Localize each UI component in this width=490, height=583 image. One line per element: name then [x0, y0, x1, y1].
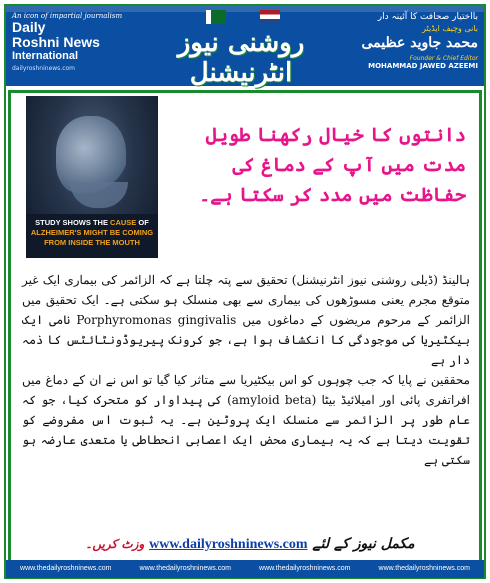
- founder-urdu: محمد جاوید عظیمی: [361, 35, 478, 51]
- logo-block: [156, 14, 326, 88]
- caption-part1: STUDY SHOWS THE: [35, 218, 111, 227]
- brand-line1: Daily: [12, 19, 46, 35]
- brand-title: [12, 20, 152, 50]
- caption-part3: MIGHT BE COMING FROM INSIDE THE MOUTH: [44, 228, 154, 247]
- editor-block: [328, 12, 478, 82]
- motto: بااختیار صحافت کا آئینہ دار: [377, 12, 478, 22]
- tagline: An icon of impartial journalism: [12, 12, 123, 20]
- brand-line2: Roshni News: [12, 34, 100, 50]
- paragraph-2: محققین نے پایا کہ جب چوہوں کو اس بیکٹیریا سے متاثر کیا گیا تو اس نے ان کے دماغ میں افراتفری پائی اور امیلائیڈ بیٹا (amyloid beta) کی پیداوار کو متحرک کیا، جو کہ عام طور پر الزائمر سے منسلک ایک پروٹین ہے۔ یہ ثبوت اس مفروضے کو تقویت دیتا ہے کہ یہ بیماری محض ایک اعصابی انحطاطی یا متعدی عارضہ ہو سکتی ہے: [22, 373, 470, 467]
- footer-link-3[interactable]: www.thedailyroshninews.com: [259, 565, 351, 572]
- image-caption: [26, 214, 158, 258]
- jaw-shape: [70, 182, 128, 208]
- call-to-action: [60, 536, 440, 553]
- footer-link-2[interactable]: www.thedailyroshninews.com: [139, 565, 231, 572]
- brand-site: dailyroshninews.com: [12, 65, 76, 72]
- founder-en: MOHAMMAD JAWED AZEEMI: [368, 62, 478, 70]
- caption-part2: OF: [136, 218, 149, 227]
- role-urdu: بانی وچیف ایڈیٹر: [422, 24, 478, 33]
- footer-link-4[interactable]: www.thedailyroshninews.com: [378, 565, 470, 572]
- caption-highlight1: CAUSE: [110, 218, 137, 227]
- cta-prefix: مکمل نیوز کے لئے: [312, 536, 415, 552]
- website-link[interactable]: www.dailyroshninews.com: [149, 537, 308, 552]
- brand-block: [12, 12, 152, 82]
- cta-suffix: وزٹ کریں۔: [85, 537, 145, 551]
- skull-xray-image: [26, 96, 158, 258]
- role-en: Founder & Chief Editor: [409, 55, 478, 62]
- caption-highlight2: ALZHEIMER'S: [30, 228, 82, 237]
- urdu-logo: روشنی نیوز انٹرنیشنل: [177, 28, 305, 88]
- headline: دانتوں کا خیال رکھنا طویل مدت میں آپ کے دماغ کی حفاظت میں مدد کر سکتا ہے۔: [199, 124, 466, 206]
- footer-bar: [6, 560, 484, 578]
- footer-link-1[interactable]: www.thedailyroshninews.com: [20, 565, 112, 572]
- article-body: [22, 270, 470, 470]
- brand-line3: International: [12, 50, 79, 62]
- header-banner: [6, 6, 484, 86]
- paragraph-1: ہالینڈ (ڈیلی روشنی نیوز انٹرنیشنل) تحقیق سے پتہ چلتا ہے کہ الزائمر کی بیماری ایک غیر متوقع مجرم یعنی مسوڑھوں کی بیماری سے بھی منسلک ہو سکتی ہے۔ ایک تحقیق میں الزائمر کے مرحوم مریضوں کے دماغوں میں Porphyromonas gingivalis نامی ایک بیکٹیریا کی موجودگی کا انکشاف ہوا ہے، جو کرونک پیریوڈونٹائٹس کا ذمہ دار ہے: [22, 273, 470, 367]
